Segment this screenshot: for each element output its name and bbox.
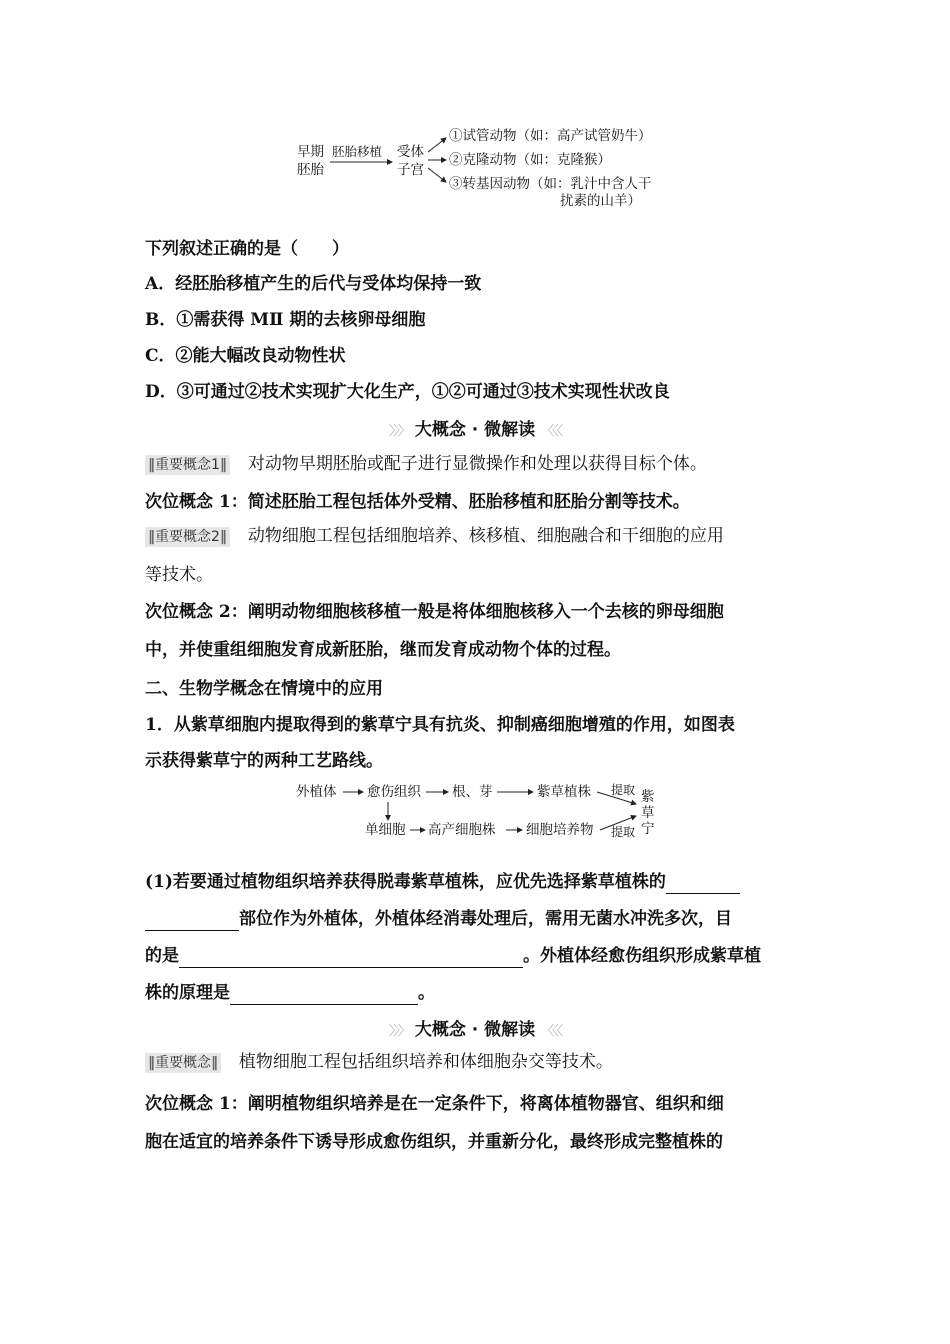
question-2-text-cont: 示获得紫草宁的两种工艺路线。: [145, 751, 383, 771]
question-stem: 下列叙述正确的是（ ）: [145, 239, 349, 259]
subquestion-line-2: [145, 907, 805, 931]
plant-sub-concept-1: 次位概念 1：阐明植物组织培养是在一定条件下，将离体植物器官、组织和细: [145, 1094, 724, 1114]
big-concept-banner-2: [0, 1015, 950, 1040]
answer-blank-1-cont[interactable]: [145, 912, 239, 931]
subquestion-text-1: (1)若要通过植物组织培养获得脱毒紫草植株，应优先选择紫草植株的: [145, 872, 666, 892]
callus-label: 愈伤组织: [367, 784, 421, 800]
subquestion-text-2: 部位作为外植体，外植体经消毒处理后，需用无菌水冲洗多次，目: [239, 909, 732, 929]
banner-title-2: 大概念 · 微解读: [414, 1020, 536, 1040]
concept-2-text-cont: 等技术。: [145, 565, 213, 585]
subquestion-text-4a: 株的原理是: [145, 983, 230, 1003]
explant-label: 外植体: [296, 784, 337, 800]
concept-tag-plant: ‖重要概念‖: [145, 1053, 221, 1073]
answer-blank-3[interactable]: [230, 986, 418, 1005]
single-cell-label: 单细胞: [365, 822, 406, 838]
concept-1-text: 对动物早期胚胎或配子进行显微操作和处理以获得目标个体。: [247, 454, 707, 474]
chevron-right-icon: 〉〉〉: [388, 424, 409, 439]
plant-concept-row: [145, 1050, 805, 1074]
outcome-cloned-animal: ②克隆动物（如：克隆猴）: [449, 152, 611, 168]
recipient-label-2: 子宫: [397, 162, 424, 178]
early-embryo-label-2: 胚胎: [297, 162, 324, 178]
sub-concept-2-cont: 中，并使重组细胞发育成新胚胎，继而发育成动物个体的过程。: [145, 640, 621, 660]
plant-label: 紫草植株: [537, 784, 591, 800]
concept-2-text: 动物细胞工程包括细胞培养、核移植、细胞融合和干细胞的应用: [247, 526, 724, 546]
cell-culture-label: 细胞培养物: [526, 822, 594, 838]
extract-label-top: 提取: [611, 783, 636, 797]
early-embryo-label-1: 早期: [297, 144, 324, 160]
concept-tag-1: ‖重要概念1‖: [145, 455, 230, 475]
extract-label-bottom: 提取: [611, 825, 636, 839]
arrow-culture-product: [600, 816, 636, 830]
plant-concept-text: 植物细胞工程包括组织培养和体细胞杂交等技术。: [238, 1052, 613, 1072]
subquestion-line-1: [145, 870, 805, 894]
arrow-plant-product: [597, 792, 636, 804]
plant-sub-concept-1-cont: 胞在适宜的培养条件下诱导形成愈伤组织，并重新分化，最终形成完整植株的: [145, 1132, 723, 1152]
subquestion-text-3a: 的是: [145, 946, 179, 966]
concept-tag-2: ‖重要概念2‖: [145, 527, 230, 547]
subquestion-text-3b: 。外植体经愈伤组织形成紫草植: [523, 946, 761, 966]
recipient-label-1: 受体: [397, 144, 424, 160]
answer-blank-1[interactable]: [666, 875, 740, 894]
chevron-left-icon: 〈〈〈: [541, 424, 562, 439]
option-c: C．②能大幅改良动物性状: [145, 346, 346, 366]
chevron-left-icon: 〈〈〈: [541, 1024, 562, 1039]
chevron-right-icon: 〉〉〉: [388, 1024, 409, 1039]
embryo-transfer-label: 胚胎移植: [332, 144, 383, 159]
outcome-test-tube-animal: ①试管动物（如：高产试管奶牛）: [449, 128, 652, 144]
product-char-3: 宁: [641, 821, 655, 837]
option-b: B．①需获得 MⅡ 期的去核卵母细胞: [145, 310, 426, 330]
sub-concept-2: 次位概念 2：阐明动物细胞核移植一般是将体细胞核移入一个去核的卵母细胞: [145, 602, 724, 622]
answer-blank-2[interactable]: [179, 949, 523, 968]
root-bud-label: 根、芽: [452, 784, 493, 800]
outcome-transgenic-animal-cont: 扰素的山羊）: [560, 193, 641, 209]
banner-title: 大概念 · 微解读: [414, 420, 536, 440]
question-2-text: 1．从紫草细胞内提取得到的紫草宁具有抗炎、抑制癌细胞增殖的作用，如图表: [145, 715, 735, 735]
product-char-2: 草: [641, 805, 655, 821]
subquestion-line-3: [145, 944, 805, 968]
outcome-transgenic-animal: ③转基因动物（如：乳汁中含人干: [449, 176, 652, 192]
high-yield-line-label: 高产细胞株: [428, 822, 496, 838]
section-heading: 二、生物学概念在情境中的应用: [145, 679, 383, 699]
option-a: A．经胚胎移植产生的后代与受体均保持一致: [145, 274, 482, 294]
sub-concept-1: 次位概念 1：简述胚胎工程包括体外受精、胚胎移植和胚胎分割等技术。: [145, 492, 690, 512]
product-char-1: 紫: [641, 789, 655, 805]
subquestion-text-4b: 。: [418, 983, 435, 1003]
subquestion-line-4: [145, 981, 805, 1005]
option-d: D．③可通过②技术实现扩大化生产，①②可通过③技术实现性状改良: [145, 382, 670, 402]
